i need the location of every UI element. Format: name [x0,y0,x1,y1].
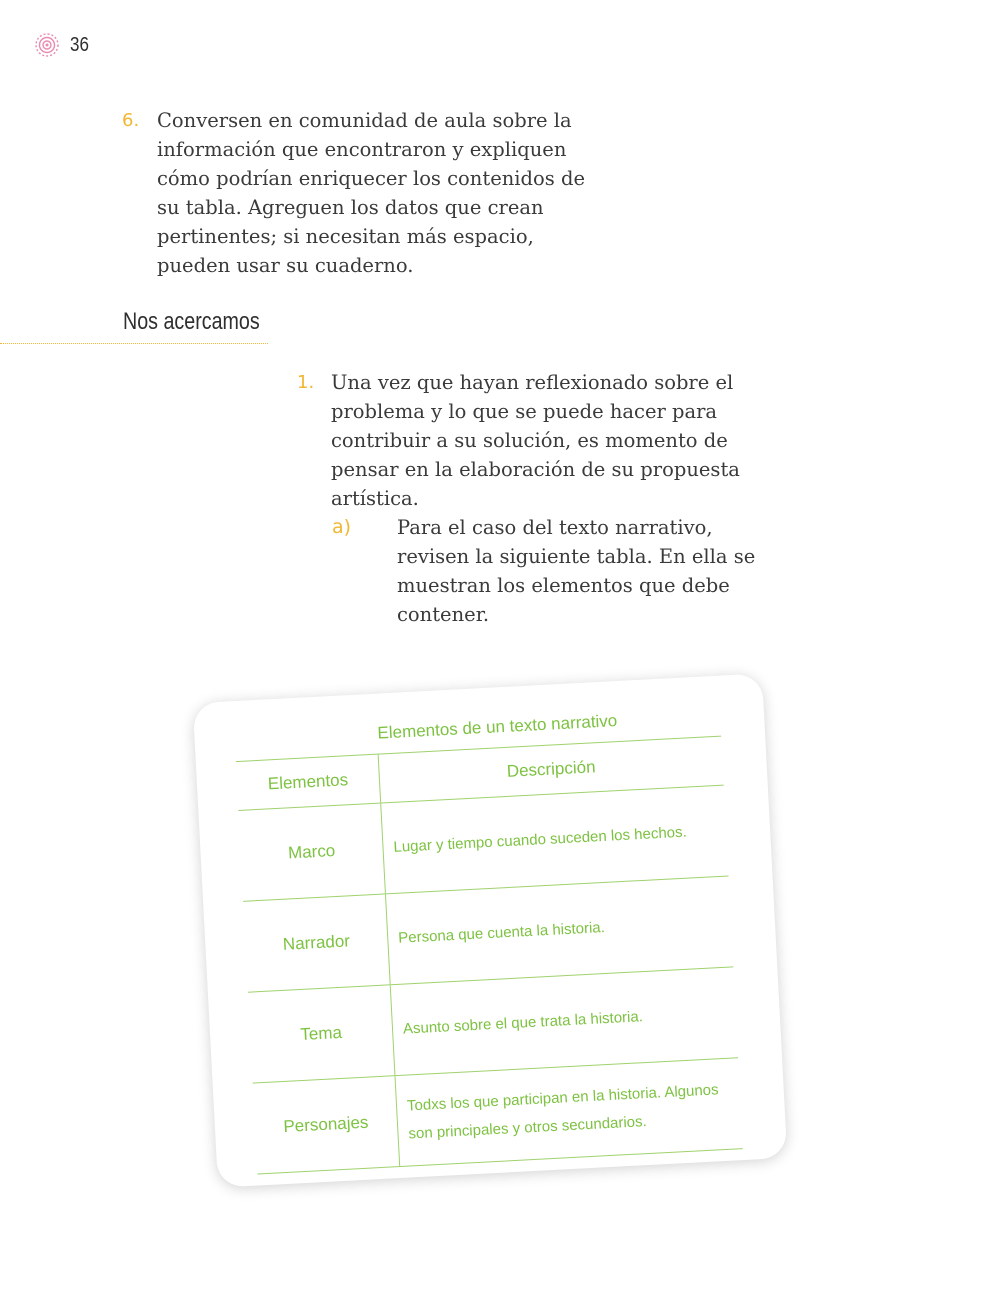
item-number: 1. [297,372,315,393]
activity-item-1 [297,368,757,629]
page-number: 36 [70,33,89,56]
page-number-header [34,32,92,58]
item-text: Una vez que hayan reflexionado sobre el problema y lo que se puede hacer para contribuir a su solución, es momento de pensar en la elaboración de su propuesta artística. [331,371,740,510]
sub-item-letter: a) [332,516,352,538]
sun-mandala-icon [34,32,60,58]
narrative-elements-table [234,698,743,1175]
sub-item-a [297,513,757,629]
activity-item-6 [122,106,592,280]
description-cell: Todxs los que participan en la historia. Algunos son principales y otros secundarios. [406,1081,719,1143]
description-cell: Lugar y tiempo cuando suceden los hechos. [393,823,688,856]
section-divider [0,343,268,344]
element-cell: Narrador [243,894,391,991]
table-title: Elementos de un texto narrativo [234,698,721,762]
sub-item-text: Para el caso del texto narrativo, revisen la siguiente tabla. En ella se muestran los elementos que debe contener. [397,516,756,626]
table-card [193,673,788,1187]
item-text: Conversen en comunidad de aula sobre la información que encontraron y expliquen cómo podrían enriquecer los contenidos de su tabla. Agreguen los datos que crean pertinentes; si necesitan más espacio, pueden usar su cuaderno. [157,109,585,277]
item-number: 6. [122,110,140,131]
description-cell: Asunto sobre el que trata la historia. [402,1008,644,1038]
header-description: Descripción [506,757,596,781]
header-elements: Elementos [236,755,381,810]
element-cell: Personajes [253,1076,401,1173]
element-cell: Marco [238,804,386,901]
section-title: Nos acercamos [123,308,260,335]
description-cell: Persona que cuenta la historia. [397,918,606,947]
element-cell: Tema [248,985,396,1082]
